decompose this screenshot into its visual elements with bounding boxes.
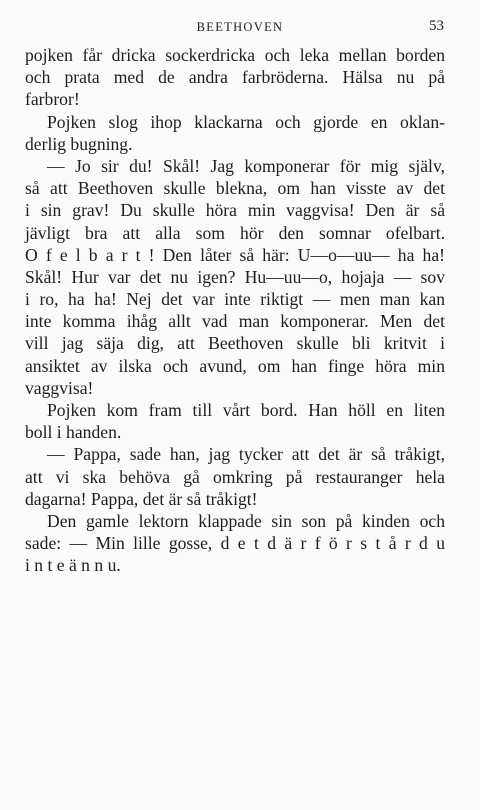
text-line: pojken får dricka sockerdricka och leka mellan borden [25,45,445,65]
text-line: — Jo sir du! Skål! Jag komponerar för mig själv, [47,155,445,176]
text-line: ansiktet av ilska och avund, om han finge höra min [25,355,445,376]
text-line: Pojken slog ihop klackarna och gjorde en oklan- [47,111,445,132]
text-line: farbror! [25,89,80,110]
text-line: så att Beethoven skulle blekna, om han visste av det [25,178,445,199]
text-line: och prata med de andra farbröderna. Hälsa nu på [25,67,445,88]
text-line: vaggvisa! [25,377,94,398]
text-line: boll i handen. [25,422,122,443]
body-text [25,44,445,577]
text-line: i ro, ha ha! Nej det var inte riktigt — men man kan [25,289,445,310]
text-line: — Pappa, sade han, jag tycker att det är så tråkigt, [47,444,445,465]
page-number: 53 [429,18,444,34]
text-line: derlig bugning. [25,133,133,154]
running-head [0,18,480,38]
text-line: Pojken kom fram till vårt bord. Han höll en liten [47,400,445,420]
text-line: O f e l b a r t ! Den låter så här: U—o—uu— ha ha! [25,244,445,265]
text-line: Den gamle lektorn klappade sin son på kinden och [47,510,445,531]
text-line: Skål! Hur var det nu igen? Hu—uu—o, hojaja — sov [25,266,445,287]
text-line: jävligt bra att alla som hör den somnar ofelbart. [25,222,445,243]
text-line: dagarna! Pappa, det är så tråkigt! [25,488,258,509]
text-line: sade: — Min lille gosse, d e t d ä r f ö r s t å r d u [25,533,445,554]
text-line: inte komma ihåg allt vad man komponerar. Men det [25,311,445,332]
running-title: BEETHOVEN [196,20,284,34]
text-line: vill jag säja dig, att Beethoven skulle bli kritvit i [25,333,445,354]
text-line: att vi ska behöva gå omkring på restauranger hela [25,466,445,487]
text-line: i n t e ä n n u. [25,555,121,576]
text-line: i sin grav! Du skulle höra min vaggvisa! Den är så [25,200,445,221]
